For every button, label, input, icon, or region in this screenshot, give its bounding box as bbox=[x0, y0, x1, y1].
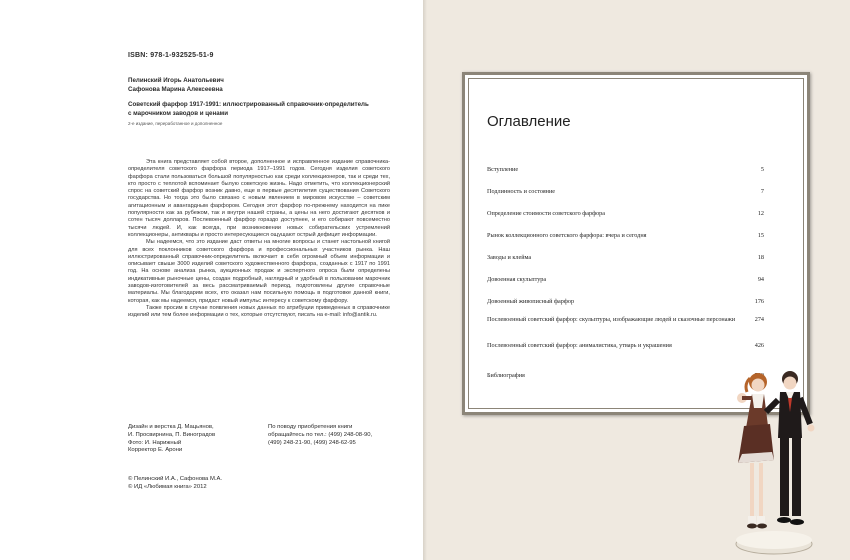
toc-entry-page: 5 bbox=[760, 166, 764, 173]
toc-entry-label: Вступление bbox=[487, 166, 519, 173]
toc-entry-label: Определение стоимости советского фарфора bbox=[487, 210, 606, 217]
toc-entry[interactable] bbox=[487, 188, 764, 195]
copyright bbox=[128, 476, 222, 492]
toc-entry[interactable] bbox=[487, 372, 764, 379]
book-title-line: Советский фарфор 1917-1991: иллюстрированный справочник-определитель bbox=[128, 101, 369, 108]
toc-entry-label: Послевоенный советский фарфор: анималистика, утварь и украшения bbox=[487, 342, 672, 349]
purchase-line: По поводу приобретения книги bbox=[268, 424, 353, 430]
purchase-info bbox=[268, 424, 372, 447]
book-title-line: с марочником заводов и ценами bbox=[128, 109, 229, 117]
toc-entry-page: 426 bbox=[754, 342, 764, 349]
toc-entry[interactable] bbox=[487, 254, 764, 261]
toc-entry-page: 94 bbox=[757, 276, 764, 283]
toc-frame bbox=[462, 72, 810, 415]
credits-line: Дизайн и верстка Д. Мацьянов, bbox=[128, 424, 214, 430]
toc-entry-label: Подлинность и состояние bbox=[487, 188, 556, 195]
credits bbox=[128, 424, 215, 455]
toc-entry[interactable] bbox=[487, 342, 764, 349]
author-name: Пелинский Игорь Анатольевич bbox=[128, 77, 224, 84]
toc-entry-label: Библиография bbox=[487, 372, 525, 379]
porcelain-dancing-couple-figurine bbox=[728, 368, 818, 558]
toc-entry-label: Довоенная скульптура bbox=[487, 276, 547, 283]
copyright-line: © Пелинский И.А., Сафонова М.А. bbox=[128, 476, 223, 482]
toc-entry-page: 7 bbox=[760, 188, 764, 195]
authors bbox=[128, 77, 224, 94]
edition-note: 2-е издание, переработанное и дополненное bbox=[128, 121, 223, 126]
book-title bbox=[128, 101, 398, 118]
author-name: Сафонова Марина Алексеевна bbox=[128, 85, 223, 93]
toc-entry-label: Довоенный живописный фарфор bbox=[487, 298, 575, 305]
annotation-paragraph: Мы надеемся, что это издание даст ответы на многие вопросы и станет настольной книгой для всех поклонников советского фарфора и профессиональных участников рынка. Наш иллюстрированный справочник-определитель включает в себя огромный объем информации и описывает свыше 3000 изделий советского художественного фарфора, созданных с 1917 по 1991 год. На основе анализа рынка, аукционных продаж и экспертного опроса были определены индикативные рыночные цены, создан подробный, наглядный и удобный в пользовании марочник заводов-изготовителей за весь рассматриваемый период, подготовлены другие справочные материалы. Мы благодарим всех, кто оказал нам посильную помощь в подготовке данной книги, которая, как мы надеемся, придаст новый импульс интересу к советскому фарфору. bbox=[128, 239, 390, 304]
toc-entry-page: 176 bbox=[754, 298, 764, 305]
toc-entry-label: Послевоенный советский фарфор: скульптуры, изображающие людей и сказочные персонажи bbox=[487, 316, 736, 323]
toc-entry[interactable] bbox=[487, 298, 764, 305]
toc-entry[interactable] bbox=[487, 232, 764, 239]
isbn: ISBN: 978-1-932525-51-9 bbox=[128, 52, 214, 59]
annotation-paragraph: Эта книга представляет собой второе, дополненное и исправленное издание справочника-определителя советского фарфора периода 1917–1991 годов. Сегодня изделия советского фарфора стали пользоваться большой популярностью как среди коллекционеров, так и среди тех, кто просто с теплотой вспоминает былую советскую жизнь. Надо отметить, что коллекционерский спрос на советский фарфор возник давно, еще в первые десятилетия существования Советского государства. Но тогда это было связано с новым явлением в мировом искусстве – советским агитационным и авангардным фарфором. Сегодня этот фарфор по-прежнему находится на пике популярности как за рубежом, так и внутри нашей страны, а цены на него достигают десятков и сотен тысяч долларов. Послевоенный фарфор гораздо доступнее, и его собирают повсеместно тысячи людей. И, как всегда, при возникновении новых собирательских устремлений коллекционеры, антиквары и просто интересующиеся ощущают острый дефицит информации. bbox=[128, 159, 390, 238]
toc-entry-page: 15 bbox=[757, 232, 764, 239]
book-spine bbox=[423, 0, 427, 560]
annotation-text bbox=[128, 159, 390, 320]
purchase-line: обращайтесь по тел.: (499) 248-08-90, bbox=[268, 431, 373, 438]
credits-line: Корректор Е. Арони bbox=[128, 447, 183, 454]
copyright-line: © ИД «Любимая книга» 2012 bbox=[128, 483, 207, 490]
toc-entry[interactable] bbox=[487, 316, 764, 323]
purchase-line: (499) 248-21-90, (499) 248-62-95 bbox=[268, 439, 356, 446]
toc-entry[interactable] bbox=[487, 210, 764, 217]
credits-line: Фото: И. Нарижный bbox=[128, 439, 182, 446]
toc-entry-page: 12 bbox=[757, 210, 764, 217]
annotation-paragraph: Также просим в случае появления новых данных по атрибуции приведенных в справочнике изделий или тем более информации о тех, которые отсутствуют, писать на e-mail: info@antik.ru. bbox=[128, 304, 390, 319]
toc-entry-label: Рынок коллекционного советского фарфора: вчера и сегодня bbox=[487, 232, 647, 239]
toc-entry-label: Заводы и клейма bbox=[487, 254, 532, 261]
toc-entry[interactable] bbox=[487, 166, 764, 173]
credits-line: И. Просвирнина, П. Виноградов bbox=[128, 431, 216, 438]
toc-entry[interactable] bbox=[487, 276, 764, 283]
toc-entry-page: 274 bbox=[754, 316, 764, 323]
toc-entry-page: 18 bbox=[757, 254, 764, 261]
toc-heading: Оглавление bbox=[487, 113, 571, 130]
